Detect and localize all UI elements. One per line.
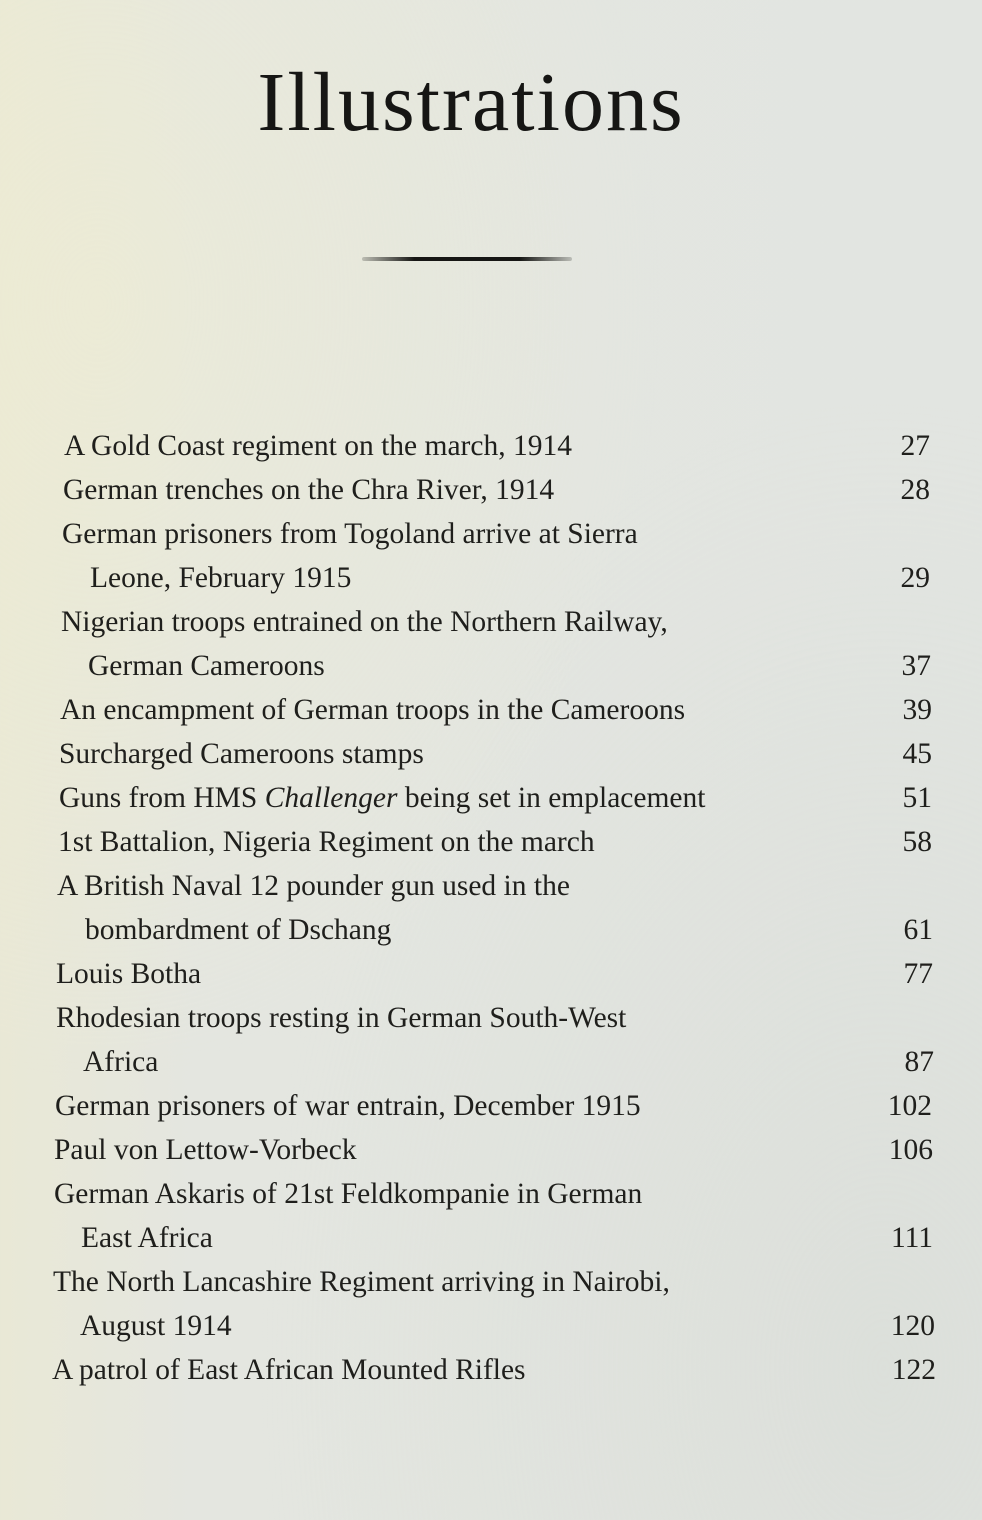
illustrations-list bbox=[0, 424, 982, 1392]
list-item bbox=[0, 952, 982, 996]
ship-name: Challenger bbox=[264, 782, 398, 814]
list-item bbox=[0, 468, 982, 512]
caption: German prisoners from Togoland arrive at Sierra bbox=[62, 518, 638, 550]
caption: Nigerian troops entrained on the Northern Railway, bbox=[61, 606, 668, 638]
page-number: 39 bbox=[902, 694, 932, 726]
list-item bbox=[0, 776, 982, 820]
caption: Surcharged Cameroons stamps bbox=[59, 738, 424, 770]
caption: A patrol of East African Mounted Rifles bbox=[52, 1354, 526, 1386]
list-item bbox=[0, 1348, 982, 1392]
page-number: 37 bbox=[901, 650, 931, 682]
caption-continued: East Africa bbox=[81, 1222, 213, 1254]
page-number: 111 bbox=[890, 1222, 933, 1254]
list-item bbox=[0, 688, 982, 732]
page-number: 51 bbox=[902, 782, 932, 814]
caption: 1st Battalion, Nigeria Regiment on the march bbox=[58, 826, 595, 858]
page-number: 120 bbox=[890, 1310, 935, 1342]
caption-continued: Leone, February 1915 bbox=[90, 562, 352, 594]
list-item bbox=[0, 424, 982, 468]
page-number: 122 bbox=[891, 1354, 936, 1386]
caption: The North Lancashire Regiment arriving in Nairobi, bbox=[53, 1266, 670, 1298]
list-item bbox=[0, 1128, 982, 1172]
caption: German prisoners of war entrain, December 1915 bbox=[55, 1090, 641, 1122]
caption: Guns from HMS Challenger being set in emplacement bbox=[59, 782, 706, 814]
page-number: 29 bbox=[900, 562, 930, 594]
page-number: 27 bbox=[900, 430, 930, 462]
caption: A British Naval 12 pounder gun used in the bbox=[57, 870, 570, 902]
list-item bbox=[0, 1084, 982, 1128]
caption: German trenches on the Chra River, 1914 bbox=[63, 474, 555, 506]
caption: A Gold Coast regiment on the march, 1914 bbox=[64, 430, 572, 462]
list-item bbox=[0, 1260, 982, 1348]
caption-continued: German Cameroons bbox=[88, 650, 325, 682]
list-item bbox=[0, 512, 982, 600]
page-number: 58 bbox=[902, 826, 932, 858]
caption: Rhodesian troops resting in German South-West bbox=[56, 1002, 627, 1034]
list-item bbox=[0, 820, 982, 864]
page-number: 102 bbox=[887, 1090, 932, 1122]
page-number: 87 bbox=[904, 1046, 934, 1078]
page-number: 77 bbox=[903, 958, 933, 990]
list-item bbox=[0, 1172, 982, 1260]
list-item bbox=[0, 864, 982, 952]
list-item bbox=[0, 996, 982, 1084]
caption: An encampment of German troops in the Cameroons bbox=[60, 694, 686, 726]
list-item bbox=[0, 600, 982, 688]
page-number: 28 bbox=[900, 474, 930, 506]
list-item bbox=[0, 732, 982, 776]
page-number: 106 bbox=[888, 1134, 933, 1166]
caption-continued: August 1914 bbox=[80, 1310, 232, 1342]
page-title: Illustrations bbox=[257, 56, 685, 149]
page-number: 45 bbox=[902, 738, 932, 770]
page-number: 61 bbox=[903, 914, 933, 946]
caption: Paul von Lettow-Vorbeck bbox=[54, 1134, 357, 1166]
caption-continued: Africa bbox=[83, 1046, 159, 1078]
caption: Louis Botha bbox=[56, 958, 202, 990]
caption: German Askaris of 21st Feldkompanie in German bbox=[54, 1178, 643, 1210]
caption-continued: bombardment of Dschang bbox=[85, 914, 392, 946]
title-rule bbox=[362, 257, 572, 261]
